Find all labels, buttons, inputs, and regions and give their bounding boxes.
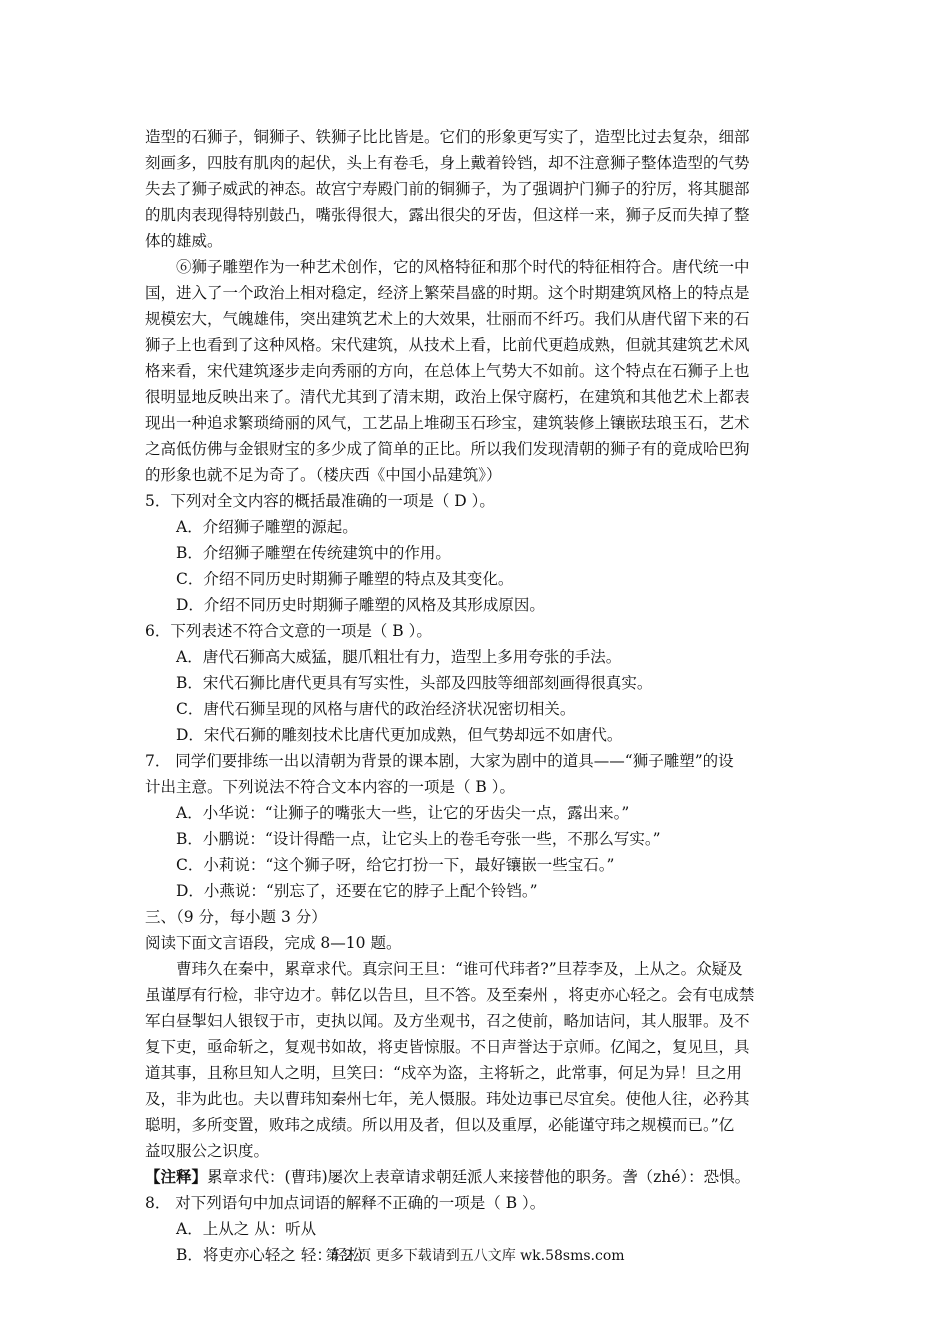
section-heading: 三、（9 分，每小题 3 分） [145,908,327,926]
text-line: 道其事，且称旦知人之明，旦笑曰：“戍卒为盗，主将斩之，此常事，何足为异！旦之用 [145,1064,742,1082]
text-line: 狮子上也看到了这种风格。宋代建筑，从技术上看，比前代更趋成熟，但就其建筑艺术风 [145,336,750,354]
text-line: 之高低仿佛与金银财宝的多少成了简单的正比。所以我们发现清朝的狮子有的竟成哈巴狗 [145,440,750,458]
text-line: 体的雄威。 [145,232,223,250]
question-stem: 7． 同学们要排练一出以清朝为背景的课本剧，大家为剧中的道具——“狮子雕塑”的设 [145,752,734,770]
question-stem: 8． 对下列语句中加点词语的解释不正确的一项是（ B ）。 [145,1194,546,1212]
option-d: D．小燕说：“别忘了，还要在它的脖子上配个铃铛。” [176,882,538,900]
text-line: 很明显地反映出来了。清代尤其到了清末期，政治上保守腐朽，在建筑和其他艺术上都表 [145,388,750,406]
text-line: 格来看，宋代建筑逐步走向秀丽的方向，在总体上气势大不如前。这个特点在石狮子上也 [145,362,750,380]
text-line: 的形象也就不足为奇了。（楼庆西《中国小品建筑》） [145,466,502,484]
text-line: 国，进入了一个政治上相对稳定，经济上繁荣昌盛的时期。这个时期建筑风格上的特点是 [145,284,750,302]
option-b: B．将吏亦心轻之 轻：轻松 [176,1246,363,1264]
text-line: 及，非为此也。夫以曹玮知秦州七年，羌人慑服。玮处边事已尽宜矣。使他人往，必矜其 [145,1090,750,1108]
option-c: C．唐代石狮呈现的风格与唐代的政治经济状况密切相关。 [176,700,576,718]
question-stem: 计出主意。下列说法不符合文本内容的一项是（ B ）。 [145,778,515,796]
text-line: 复下吏，亟命斩之，复观书如故，将吏皆惊服。不日声誉达于京师。亿闻之，复见旦，具 [145,1038,750,1056]
option-a: A．唐代石狮高大威猛，腿爪粗壮有力，造型上多用夸张的手法。 [176,648,622,666]
option-a: A．介绍狮子雕塑的源起。 [176,518,358,536]
text-line: 现出一种追求繁琐绮丽的风气，工艺品上堆砌玉石珍宝，建筑装修上镶嵌珐琅玉石，艺术 [145,414,750,432]
question-5 [145,488,805,618]
classical-passage [145,956,805,1164]
note-label: 【注释】 [145,1167,208,1186]
section-3 [145,904,805,956]
text-line: 虽谨厚有行检，非守边才。韩亿以告旦，旦不答。及至秦州 ，将吏亦心轻之。会有屯成禁 [145,986,755,1004]
option-a: A．上从之 从：听从 [176,1220,317,1238]
text-line: 失去了狮子威武的神态。故宫宁寿殿门前的铜狮子，为了强调护门狮子的狞厉，将其腿部 [145,180,750,198]
text-line: 规模宏大，气魄雄伟，突出建筑艺术上的大效果，壮丽而不纤巧。我们从唐代留下来的石 [145,310,750,328]
text-line: 聪明，多所变置，败玮之成绩。所以用及者，但以及重厚，必能谨守玮之规模而已。”亿 [145,1116,735,1134]
option-d: D．宋代石狮的雕刻技术比唐代更加成熟，但气势却远不如唐代。 [176,726,623,744]
text-line: 曹玮久在秦中，累章求代。真宗问王旦：“谁可代玮者?”旦荐李及，上从之。众疑及 [176,960,743,978]
annotation-note [145,1164,805,1190]
question-6 [145,618,805,748]
document-page [145,124,805,1268]
option-b: B．介绍狮子雕塑在传统建筑中的作用。 [176,544,451,562]
option-b: B．宋代石狮比唐代更具有写实性，头部及四肢等细部刻画得很真实。 [176,674,653,692]
text-line: 刻画多，四肢有肌肉的起伏，头上有卷毛，身上戴着铃铛，却不注意狮子整体造型的气势 [145,154,750,172]
option-c: C．小莉说：“这个狮子呀，给它打扮一下，最好镶嵌一些宝石。” [176,856,615,874]
option-a: A．小华说：“让狮子的嘴张大一些，让它的牙齿尖一点，露出来。” [176,804,630,822]
question-stem: 6．下列表述不符合文意的一项是（ B ）。 [145,622,432,640]
question-stem: 5．下列对全文内容的概括最准确的一项是（ D ）。 [145,492,495,510]
option-c: C．介绍不同历史时期狮子雕塑的特点及其变化。 [176,570,514,588]
question-7 [145,748,805,904]
text-line: ⑥狮子雕塑作为一种艺术创作，它的风格特征和那个时代的特征相符合。唐代统一中 [176,258,750,276]
option-b: B．小鹏说：“设计得酷一点，让它头上的卷毛夸张一些，不那么写实。” [176,830,661,848]
section-instruction: 阅读下面文言语段，完成 8—10 题。 [145,934,402,952]
page-footer: 第 2 页 更多下载请到五八文库 wk.58sms.com [325,1248,625,1264]
passage-continuation [145,124,805,254]
text-line: 的肌肉表现得特别鼓凸，嘴张得很大，露出很尖的牙齿，但这样一来，狮子反而失掉了整 [145,206,750,224]
text-line: 益叹服公之识度。 [145,1142,270,1160]
paragraph-6 [145,254,805,488]
text-line: 造型的石狮子，铜狮子、铁狮子比比皆是。它们的形象更写实了，造型比过去复杂，细部 [145,128,750,146]
option-d: D．介绍不同历史时期狮子雕塑的风格及其形成原因。 [176,596,545,614]
note-text: 累章求代：(曹玮)屡次上表章请求朝廷派人来接替他的职务。詟（zhé）：恐惧。 [207,1168,751,1186]
text-line: 军白昼掣妇人银钗于市，吏执以闻。及方坐观书，召之使前，略加诘问，其人服罪。及不 [145,1012,750,1030]
